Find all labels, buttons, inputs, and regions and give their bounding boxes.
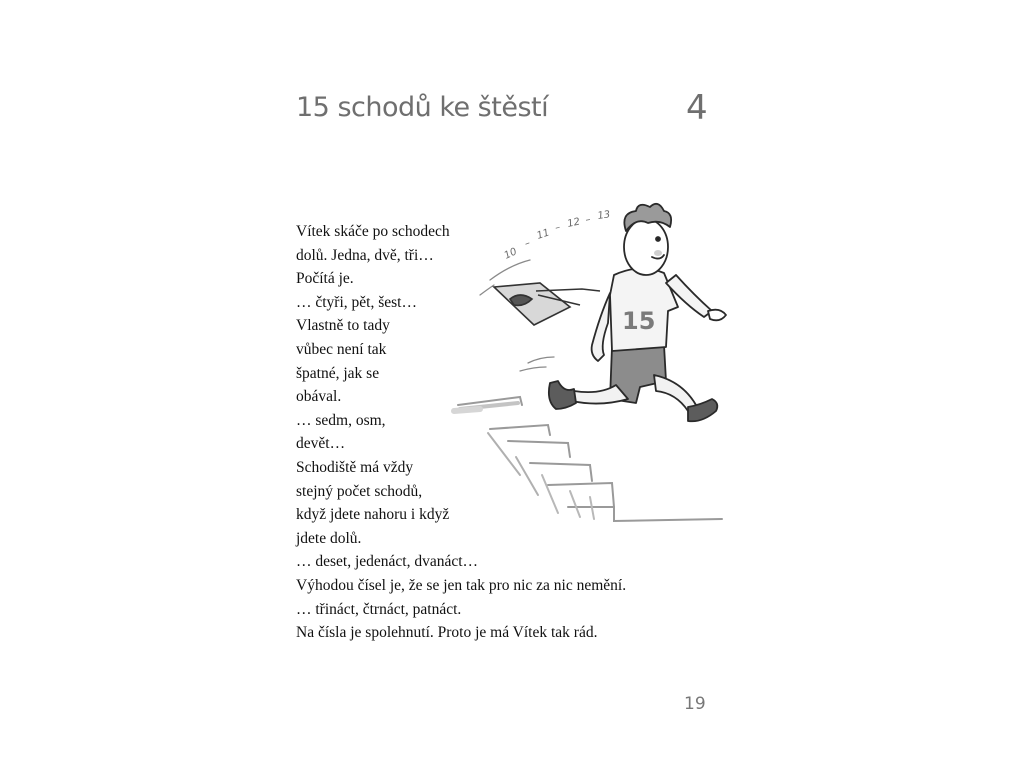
chapter-title: 15 schodů ke štěstí <box>296 92 549 123</box>
text-line: vůbec není tak <box>296 340 387 358</box>
count-label-11: 11 <box>535 227 552 242</box>
text-line: Na čísla je spolehnutí. Proto je má Vítek tak rád. <box>296 624 598 642</box>
text-line: … třináct, čtrnáct, patnáct. <box>296 600 462 618</box>
boy-running-down-stairs-illustration <box>450 195 750 540</box>
text-line: … deset, jedenáct, dvanáct… <box>296 553 479 571</box>
text-line: dolů. Jedna, dvě, tři… <box>296 246 434 264</box>
shirt-number: 15 <box>622 307 656 335</box>
text-line: když jdete nahoru i když <box>296 506 450 524</box>
text-line: špatné, jak se <box>296 364 380 382</box>
count-label-12: 12 <box>566 216 582 230</box>
text-line: Počítá je. <box>296 270 354 288</box>
text-line: obával. <box>296 388 342 406</box>
text-line: devět… <box>296 435 346 453</box>
staircase <box>454 397 722 521</box>
chapter-number: 4 <box>686 88 708 128</box>
count-labels <box>503 209 611 261</box>
boy-figure <box>549 204 726 421</box>
school-bag <box>494 283 600 325</box>
count-label-10: 10 <box>502 246 519 262</box>
text-line: Schodiště má vždy <box>296 458 414 476</box>
text-line: Vlastně to tady <box>296 317 390 335</box>
page-number: 19 <box>684 694 706 714</box>
text-line: jdete dolů. <box>296 529 362 547</box>
count-separator: – <box>553 221 562 234</box>
text-line: … čtyři, pět, šest… <box>296 293 417 311</box>
text-line: Vítek skáče po schodech <box>296 223 450 240</box>
text-line: stejný počet schodů, <box>296 482 423 500</box>
count-separator: – <box>584 214 592 226</box>
text-line: … sedm, osm, <box>296 411 386 429</box>
count-separator: – <box>523 237 532 250</box>
text-line: Výhodou čísel je, že se jen tak pro nic za nic nemění. <box>296 576 627 594</box>
count-label-13: 13 <box>596 209 612 222</box>
